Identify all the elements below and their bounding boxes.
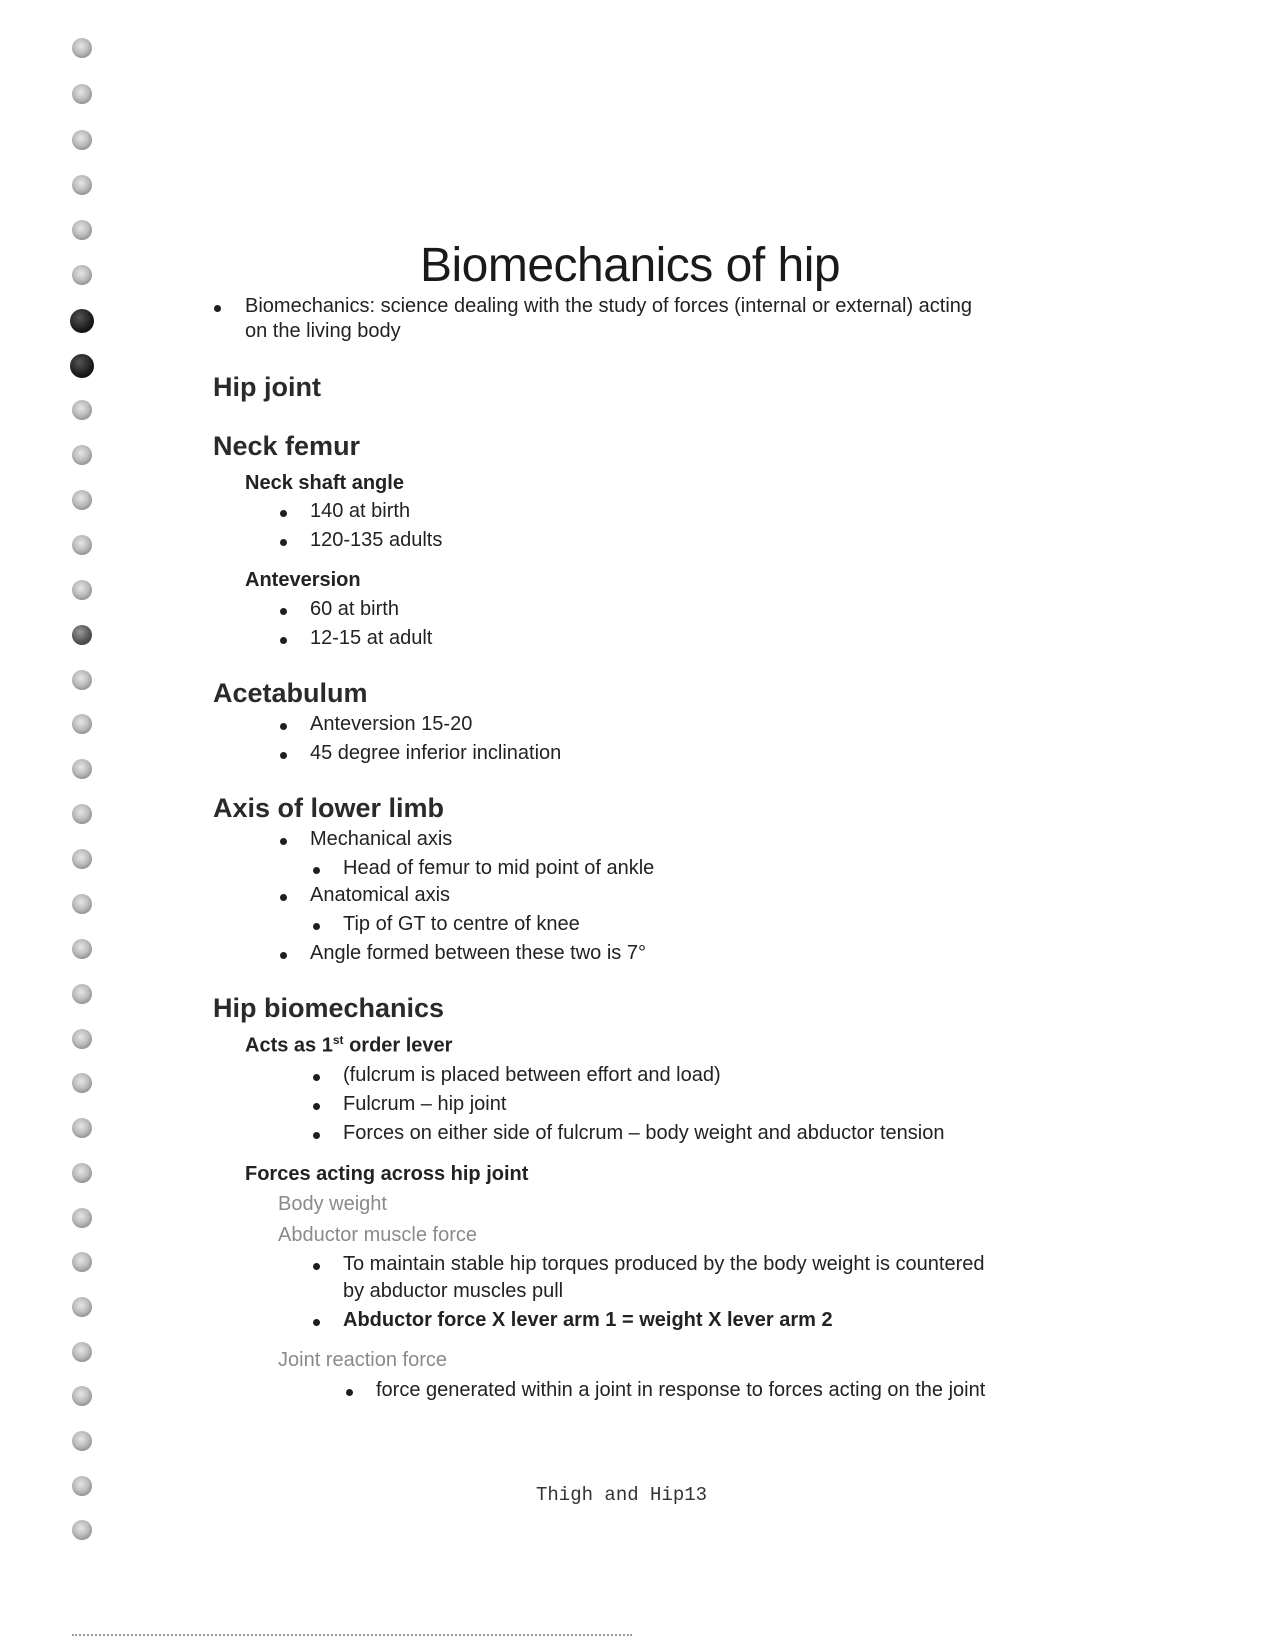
heading-acetabulum: Acetabulum	[213, 678, 368, 708]
list-item: 12-15 at adult	[310, 627, 433, 649]
bullet	[280, 952, 287, 959]
heading-axis-lower-limb: Axis of lower limb	[213, 793, 445, 823]
list-item: 140 at birth	[310, 500, 411, 522]
bullet	[313, 1074, 320, 1081]
lever-suffix: order lever	[343, 1034, 453, 1057]
list-item: Angle formed between these two is 7°	[310, 942, 646, 964]
bullet	[280, 723, 287, 730]
bullet	[280, 838, 287, 845]
subheading-joint-reaction: Joint reaction force	[278, 1349, 447, 1371]
bullet	[346, 1389, 353, 1396]
list-item: Anatomical axis	[310, 884, 451, 906]
heading-neck-femur: Neck femur	[213, 431, 361, 461]
list-item: 60 at birth	[310, 598, 399, 620]
bullet	[313, 867, 320, 874]
heading-first-order-lever	[245, 1033, 452, 1058]
list-item: Anteversion 15-20	[310, 713, 473, 735]
bullet	[313, 1263, 320, 1270]
abductor-equation: Abductor force X lever arm 1 = weight X lever arm 2	[343, 1309, 833, 1331]
subheading-abductor-force: Abductor muscle force	[278, 1224, 477, 1246]
list-item: To maintain stable hip torques produced by the body weight is countered	[343, 1253, 985, 1275]
heading-forces-across-hip: Forces acting across hip joint	[245, 1163, 529, 1185]
list-item: 45 degree inferior inclination	[310, 742, 562, 764]
intro-line-2: on the living body	[245, 320, 401, 342]
bullet	[313, 1103, 320, 1110]
bullet	[313, 923, 320, 930]
list-item: Head of femur to mid point of ankle	[343, 857, 655, 879]
bullet	[280, 608, 287, 615]
bullet	[280, 894, 287, 901]
list-item: Forces on either side of fulcrum – body weight and abductor tension	[343, 1122, 945, 1144]
bullet	[280, 752, 287, 759]
heading-neck-shaft-angle: Neck shaft angle	[245, 472, 404, 494]
bullet	[280, 510, 287, 517]
list-item: Fulcrum – hip joint	[343, 1093, 507, 1115]
list-item: force generated within a joint in response to forces acting on the joint	[376, 1379, 986, 1401]
bullet	[280, 637, 287, 644]
list-item-continued: by abductor muscles pull	[343, 1280, 564, 1302]
heading-hip-biomechanics: Hip biomechanics	[213, 993, 445, 1023]
list-item: 120-135 adults	[310, 529, 443, 551]
bullet	[214, 305, 221, 312]
intro-line-1: Biomechanics: science dealing with the study of forces (internal or external) acting	[245, 295, 973, 317]
bullet	[313, 1319, 320, 1326]
list-item: (fulcrum is placed between effort and load)	[343, 1064, 721, 1086]
heading-anteversion: Anteversion	[245, 569, 361, 591]
page-title: Biomechanics of hip	[420, 239, 841, 292]
page-footer: Thigh and Hip13	[536, 1484, 708, 1506]
bullet	[280, 539, 287, 546]
list-item: Tip of GT to centre of knee	[343, 913, 580, 935]
lever-superscript: st	[332, 1033, 344, 1047]
lever-prefix: Acts as 1	[245, 1034, 333, 1057]
list-item: Mechanical axis	[310, 828, 453, 850]
bullet	[313, 1132, 320, 1139]
subheading-body-weight: Body weight	[278, 1193, 387, 1215]
heading-hip-joint: Hip joint	[213, 372, 321, 402]
